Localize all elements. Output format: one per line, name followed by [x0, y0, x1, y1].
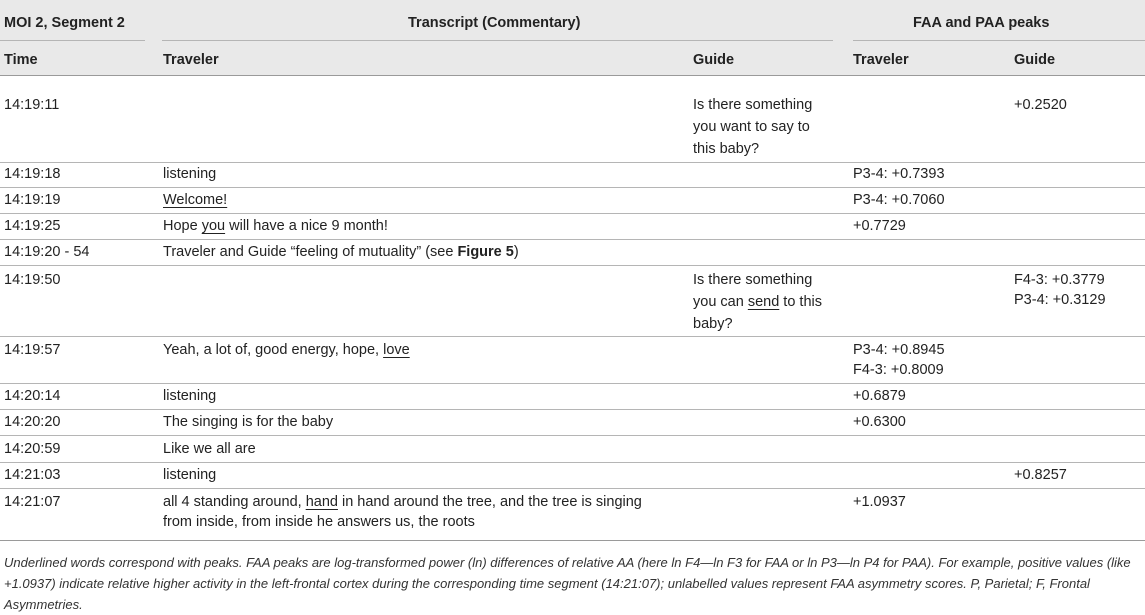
header-peak-traveler: Traveler — [853, 52, 909, 68]
row-traveler — [163, 216, 388, 236]
header-time: Time — [4, 52, 38, 68]
header-guide: Guide — [693, 52, 735, 68]
header-rule-time — [0, 40, 145, 41]
row-time: 14:19:57 — [4, 342, 61, 358]
text: to this — [779, 294, 822, 310]
row-peak-traveler: P3-4: +0.7060 — [853, 192, 945, 208]
row-divider — [0, 265, 1145, 266]
peak-word: hand — [305, 494, 338, 510]
row-peak-guide: P3-4: +0.3129 — [1014, 292, 1106, 308]
row-divider — [0, 213, 1145, 214]
row-divider — [0, 336, 1145, 337]
row-traveler — [163, 492, 642, 512]
text: ) — [513, 244, 519, 260]
header-moi: MOI 2, Segment 2 — [4, 15, 125, 31]
row-divider — [0, 383, 1145, 384]
header-transcript: Transcript (Commentary) — [408, 15, 581, 31]
row-time: 14:20:14 — [4, 388, 61, 404]
header-traveler: Traveler — [163, 52, 219, 68]
header-bottom-rule — [0, 75, 1145, 76]
row-peak-traveler: +0.6879 — [853, 388, 906, 404]
peak-word: send — [747, 294, 780, 310]
row-time: 14:20:59 — [4, 441, 61, 457]
row-peak-guide: +0.8257 — [1014, 467, 1067, 483]
peak-word: you — [201, 218, 226, 234]
figure-reference: Figure 5 — [457, 244, 514, 260]
header-peak-guide: Guide — [1014, 52, 1056, 68]
row-time: 14:20:20 — [4, 414, 61, 430]
row-divider — [0, 162, 1145, 163]
table-bottom-rule — [0, 540, 1145, 541]
row-peak-guide: F4-3: +0.3779 — [1014, 272, 1105, 288]
text: in hand around the tree, and the tree is singing — [337, 494, 642, 510]
text: Traveler and Guide “feeling of mutuality” (see — [163, 244, 458, 260]
row-traveler: The singing is for the baby — [163, 414, 334, 430]
text: Hope — [163, 218, 202, 234]
row-guide-line: this baby? — [693, 141, 760, 157]
row-traveler: Like we all are — [163, 441, 256, 457]
row-traveler — [163, 340, 410, 360]
row-peak-traveler: +0.7729 — [853, 218, 906, 234]
table-footnote: Underlined words correspond with peaks. FAA peaks are log-transformed power (ln) differences of relative AA (here ln F4—ln F3 for FAA or ln P3—ln P4 for PAA). For example, positive values (like +1.0937) indicate relative higher activity in the left-frontal cortex during the corresponding time segment (14:21:07); unlabelled values represent FAA asymmetry scores. P, Parietal; F, Frontal Asymmetries. — [4, 555, 1131, 612]
row-time: 14:19:11 — [4, 97, 60, 113]
row-guide-line: Is there something — [693, 272, 813, 288]
row-guide-line: you want to say to — [693, 119, 810, 135]
row-traveler: listening — [163, 467, 217, 483]
row-divider — [0, 187, 1145, 188]
row-time: 14:19:19 — [4, 192, 61, 208]
row-divider — [0, 435, 1145, 436]
row-time: 14:19:20 - 54 — [4, 244, 90, 260]
row-peak-traveler: F4-3: +0.8009 — [853, 362, 944, 378]
text: you can — [693, 294, 748, 310]
row-peak-traveler: +1.0937 — [853, 494, 906, 510]
row-time: 14:21:03 — [4, 467, 61, 483]
header-peaks: FAA and PAA peaks — [913, 15, 1050, 31]
text: will have a nice 9 month! — [225, 218, 388, 234]
row-traveler: Welcome! — [163, 192, 228, 208]
text: Yeah, a lot of, good energy, hope, — [163, 342, 384, 358]
row-traveler: listening — [163, 166, 217, 182]
row-time: 14:19:50 — [4, 272, 61, 288]
header-rule-transcript — [162, 40, 833, 41]
row-divider — [0, 239, 1145, 240]
row-guide-line: baby? — [693, 316, 733, 332]
row-time: 14:21:07 — [4, 494, 61, 510]
row-peak-traveler: P3-4: +0.8945 — [853, 342, 945, 358]
row-traveler — [163, 242, 519, 262]
row-guide-line — [693, 292, 822, 312]
row-time: 14:19:25 — [4, 218, 61, 234]
row-divider — [0, 462, 1145, 463]
text: all 4 standing around, — [163, 494, 306, 510]
row-peak-guide: +0.2520 — [1014, 97, 1067, 113]
row-divider — [0, 488, 1145, 489]
row-guide-line: Is there something — [693, 97, 813, 113]
header-rule-peaks — [853, 40, 1145, 41]
row-time: 14:19:18 — [4, 166, 61, 182]
row-traveler-line: from inside, from inside he answers us, the roots — [163, 514, 475, 530]
row-traveler: listening — [163, 388, 217, 404]
peak-word: love — [383, 342, 410, 358]
row-divider — [0, 409, 1145, 410]
row-peak-traveler: P3-4: +0.7393 — [853, 166, 945, 182]
row-peak-traveler: +0.6300 — [853, 414, 906, 430]
